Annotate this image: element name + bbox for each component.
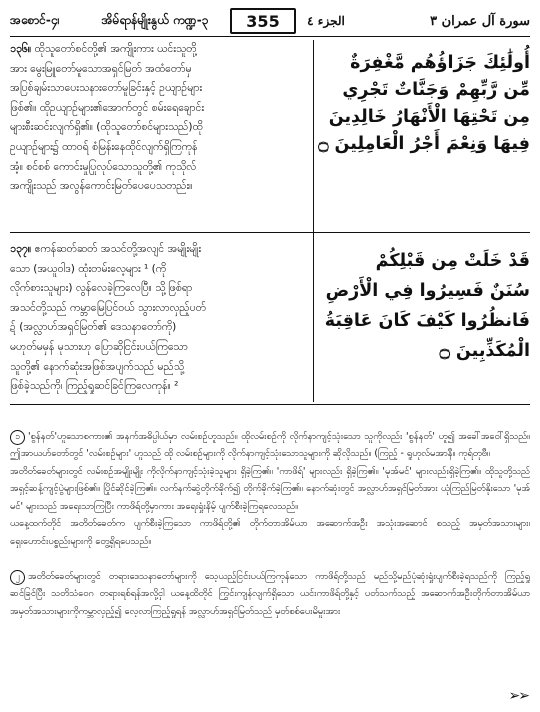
section-title: အိမ်ရာန်မျိုးနွယ် ကဏ္ဍ-၃ — [101, 13, 209, 27]
page-header — [10, 8, 530, 34]
header-divider — [10, 36, 530, 37]
footnote-divider — [10, 404, 530, 405]
verse-136-arabic: أُولَٰئِكَ جَزَاؤُهُم مَّغْفِرَةٌ مِّن رَّبِّهِمْ وَجَنَّاتٌ تَجْرِي مِن تَحْتِهَا الْأَنْهَارُ خَالِدِينَ فِيهَا وَنِعْمَ أَجْرُ الْعَامِلِينَ ۝ — [318, 53, 530, 154]
continue-arrow-icon: ➢➢ — [508, 688, 528, 704]
verse-136-translation — [10, 40, 310, 228]
footnote-text: 'စွန်နတ်'ဟူသောစကား၏ အနက်အဓိပ္ပါယ်မှာ လမ်းစဉ်ဟူသည်။ ထိုလမ်းစဉ်ကို လိုက်နာကျင့်သုံးသော သူကိုလည်း 'စွန်နတ်' ဟူ၍ အခေါ်အဝေါ်ရှိသည်။ ဤအာယဟ်တော်တွင် 'လမ်းစဉ်များ' ဟူသည် ထို လမ်းစဉ်များကို လိုက်နာကျင့်သုံးသောသူများကို ဆိုလိုသည်။ (ကြည့် - ရူဟုလ်မအာနီ။ ကုရ်တုဗီ။ အတိတ်ခေတ်များတွင် လမ်းစဉ်အမျိုးမျိုး ကိုလိုက်နာကျင့်သုံးခဲ့သူများ ရှိခဲ့ကြ၏။ 'ကာဖိရ်' များလည်း ရှိခဲ့ကြ၏။ 'မုအ်မင်' များလည်းရှိခဲ့ကြ၏။ ထိုသူတို့သည် အရှင့်ဆန့်ကျင့်ပွဲများဖြစ်၏။ ပြိုင်ဆိုင်ခဲ့ကြ၏။ လက်နက်ဆွဲတိုက်ခိုက်၍ တိုက်ခိုက်ခဲ့ကြ၏။ နောက်ဆုံးတွင် အလ္လာဟ်အရှင်မြတ်အား ယုံကြည်မြတ်နိုးသော 'မုအ်မင်' များသည် အရေးသာကြပြီး ကာဖိရ်တို့မှာကား အရေးရှုံးနိမ့် ပျက်စီးခဲ့ကြရလေသည်။ ယနေ့ထက်တိုင် အတိတ်ခေတ်က ပျက်စီးခဲ့ကြသော ကာဖိရ်တို့၏ တိုက်တာအိမ်ယာ အဆောက်အဦး အသုံးအဆောင် စသည့် အမှတ်အသားများ၊ ရှေးဟောင်းပစ္စည်းများကို တွေ့ရှိရပေသည်။ — [10, 430, 530, 547]
footnote-marker: ၁ — [10, 430, 25, 445]
verse-137-translation — [10, 240, 310, 400]
juz-label: الجزء ٤ — [307, 14, 345, 28]
footnote-text: အတိတ်ခေတ်များတွင် တရားဒေသနာတော်များကို သေ့ယည့်ငြင်းပယ်ကြကုန်သော ကာဖိရ်တို့သည် မည်သို့မည်ပုံဆုံးရှုံးပျက်စီးခဲ့ရသည်ကို ကြည့်ရှုဆင်ခြင်ပြီး သတိသံဝေဂ တရားရစ်ရန်အလို့ငှါ ယနေ့ထိတိုင် ကြွင်းကျန်လျက်ရှိသော ယင်းကာဖိရ်တို့နှင့် ပတ်သက်သည့် အဆောက်အဦးတိုက်တာအိမ်ယာ အမှတ်အသားများကိုကမ္ဘာလှည့်၍ လေ့လာကြည့်ရှုရန် အလ္လာဟ်အရှင်မြတ်သည် မှတ်စစ်ပေးမိမူးအား — [10, 570, 530, 617]
verse-137-arabic: قَدْ خَلَتْ مِن قَبْلِكُمْ سُنَنٌ فَسِيرُوا فِي الْأَرْضِ فَانظُرُوا كَيْفَ كَانَ عَاقِبَةُ الْمُكَذِّبِينَ ۝ — [324, 251, 530, 361]
page-number: 355 — [230, 8, 296, 34]
footnote-1 — [10, 428, 530, 551]
verse-number: ၁၃၆။ — [10, 43, 32, 55]
footnote-marker: ၂ — [10, 570, 25, 585]
verse-text: ဧကန်ဆတ်ဆတ် အသင်တို့အလျင် အမျိုးမျိုး သော (အယူဝါဒ) ထုံးတမ်းလေ့များ ¹ (ကို လိုက်စားသူများ) လွန်လေခဲ့ကြလေပြီ။ သို့ဖြစ်ရာ အသင်တို့သည် ကမ္ဘာမြေပြင်ဝယ် သွားလာလှည့်ပတ် ဍ် (အလ္လာဟ်အရှင်မြတ်၏ ဒေသနာတော်ကို) မဟုတ်မမှန် မုသားဟု ပြောဆိုငြင်းပယ်ကြသော သူတို့၏ နောက်ဆုံးအဖြစ်အပျက်သည် မည်သို့ ဖြစ်ခဲ့သည်ကို၊ ကြည့်ရှုဆင်ခြင်ကြလေကုန်။ ² — [10, 243, 206, 393]
column-divider — [313, 40, 314, 402]
footnotes — [10, 410, 530, 638]
volume-label: အစောင်-၄၊ — [10, 13, 60, 27]
footnote-2 — [10, 568, 530, 621]
verse-divider — [10, 232, 530, 233]
verse-number: ၁၃၇။ — [10, 243, 32, 255]
surah-label: سورة آل عمران ٣ — [430, 13, 530, 29]
verse-text: ထိုသူတော်စင်တို့၏ အကျိုးကား ယင်းသူတို့ အား မွေးမြူတော်မူသောအရှင်မြတ် အထံတော်မှ အပြစ်ချမ်းသာပေးသနားတော်မူခြင်းနှင့် ဥယျာဉ်များ ဖြစ်၏။ ထိုဥယျာဉ်များ၏အောက်တွင် စမ်းရေချောင်း များစီးဆင်းလျက်ရှိ၏။ (ထိုသူတော်စင်များသည်)ထို ဥယျာဉ်များ၌ ထာဝရ် စံမြန်းနေထိုင်လျက်ရှိကြကုန် အံ့။ စင်စစ် ကောင်းမှုပြုလုပ်သောသူတို့၏ ကုသိုလ် အကျိုးသည် အလွန်ကောင်းမြတ်ပေပေသတည်း။ — [10, 43, 205, 193]
